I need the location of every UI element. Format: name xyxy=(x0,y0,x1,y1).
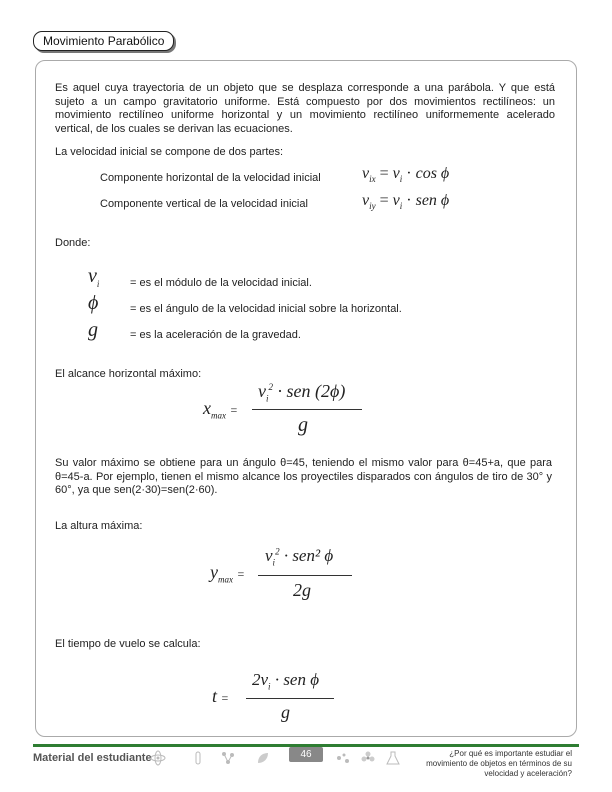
alcance-note: Su valor máximo se obtiene para un ángulo θ=45, teniendo el mismo valor para θ=45+a, que para θ=45-a. Por ejemplo, tienen el mismo alcance los proyectiles disparados con ángulos de tiro de 30° y 60°, ya que sen(2·30)=sen(2·60). xyxy=(55,457,552,496)
viy-equation: $v_{iy} = v_i$ · sen ϕ xyxy=(362,192,450,212)
horizontal-component-label: Componente horizontal de la velocidad inicial xyxy=(100,172,321,184)
definition-vi: = es el módulo de la velocidad inicial. xyxy=(130,277,312,289)
symbol-vi: $v_i$ xyxy=(88,265,100,289)
vix-equation: $v_{ix} = v_i \cdot \cos \phi$ xyxy=(362,165,450,185)
xmax-denominator: g xyxy=(298,414,308,436)
flask-icon xyxy=(385,750,401,766)
altura-label: La altura máxima: xyxy=(55,520,143,532)
tiempo-numerator: $2v_i$ · sen ϕ xyxy=(252,670,320,692)
symbol-phi: ϕ xyxy=(88,292,99,314)
footer-question: ¿Por qué es importante estudiar el movimiento de objetos en términos de su velocidad y aceleración? xyxy=(426,749,572,778)
definition-g: = es la aceleración de la gravedad. xyxy=(130,329,301,341)
definition-phi: = es el ángulo de la velocidad inicial sobre la horizontal. xyxy=(130,303,402,315)
page-title: Movimiento Parabólico xyxy=(33,31,174,51)
tiempo-label: El tiempo de vuelo se calcula: xyxy=(55,638,201,650)
page-number: 46 xyxy=(289,747,323,762)
xmax-fraction-bar xyxy=(252,409,362,410)
molecule-icon xyxy=(220,750,236,766)
ymax-denominator: 2g xyxy=(293,580,311,600)
symbol-g: g xyxy=(88,319,98,341)
xmax-numerator: $v_i^2$ · sen (2ϕ) xyxy=(258,381,346,404)
ymax-lhs: $y_{max}$ = xyxy=(210,562,245,585)
leaf-icon xyxy=(255,750,271,766)
vertical-component-label: Componente vertical de la velocidad inicial xyxy=(100,198,308,210)
tiempo-lhs: t = xyxy=(212,686,229,706)
tiempo-denominator: g xyxy=(281,702,290,722)
flower-icon xyxy=(360,750,376,766)
velocity-intro: La velocidad inicial se compone de dos partes: xyxy=(55,146,284,158)
intro-paragraph: Es aquel cuya trayectoria de un objeto que se desplaza corresponde a una parábola. Y que está sujeto a un campo gravitatorio uniforme. Está compuesto por dos movimientos rectilíneos: un movimiento rectilíneo uniforme horizontal y un movimiento rectilíneo uniformemente acelerado vertical, de los cuales se derivan las ecuaciones. xyxy=(55,82,555,135)
ymax-numerator: $v_i^2 \cdot sen^2$ ϕ xyxy=(265,546,334,568)
footer-label: Material del estudiante xyxy=(33,752,152,764)
dots-icon xyxy=(335,750,351,766)
donde-label: Donde: xyxy=(55,237,91,249)
xmax-lhs: $x_{max}$ = xyxy=(203,398,238,421)
ymax-fraction-bar xyxy=(258,575,352,576)
tiempo-fraction-bar xyxy=(246,698,334,699)
atom-icon xyxy=(150,750,166,766)
test-tube-icon xyxy=(190,750,206,766)
alcance-label: El alcance horizontal máximo: xyxy=(55,368,202,380)
